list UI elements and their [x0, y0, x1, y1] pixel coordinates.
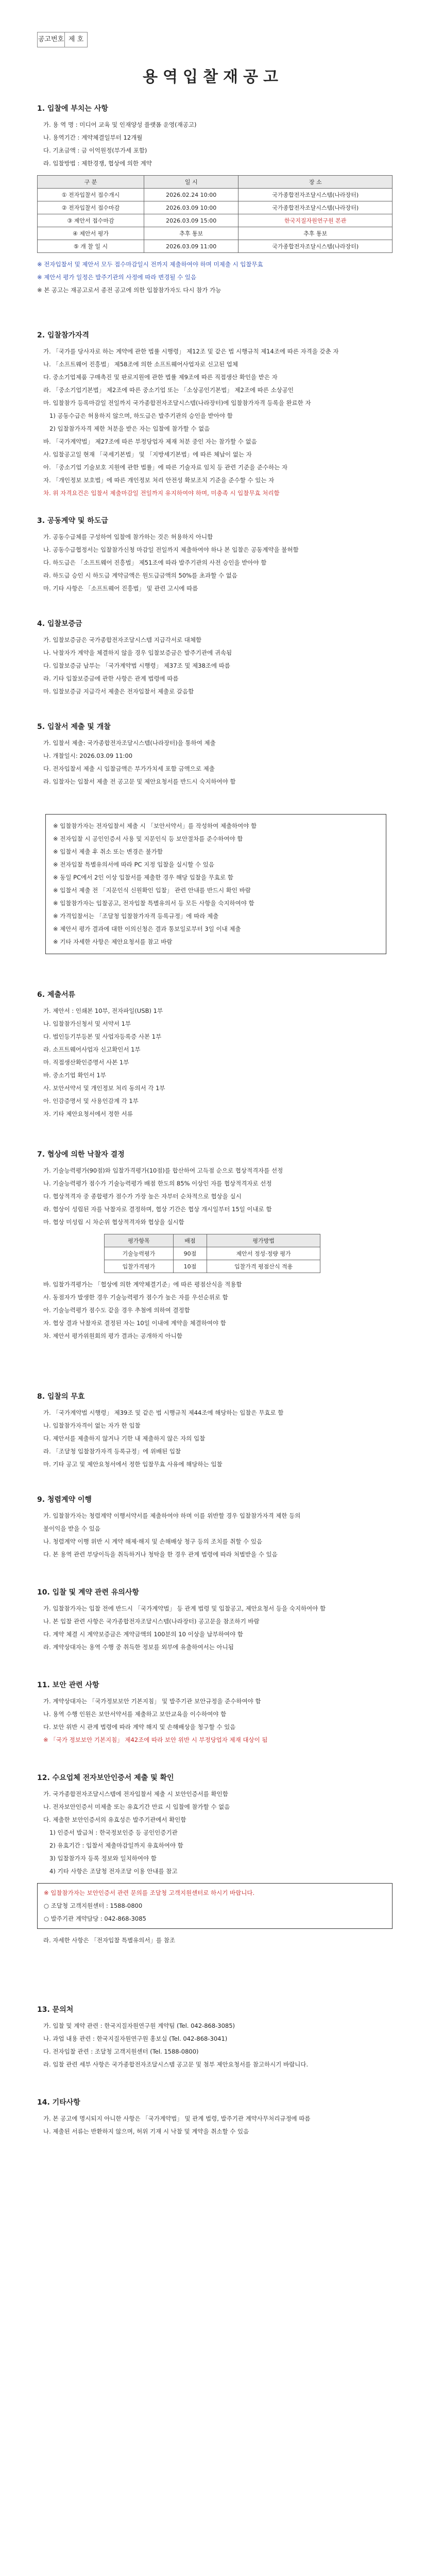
- text-line: 다. 입찰보증금 납부는 「국가계약법 시행령」 제37조 및 제38조에 따름: [43, 662, 230, 669]
- notice-line: ※ 입찰서 제출 후 취소 또는 변경은 불가함: [53, 848, 163, 855]
- text-line: 다. 본 용역 관련 부당이득을 취득하거나 청탁을 한 경우 관계 법령에 따라 처벌받을 수 있음: [43, 1551, 278, 1558]
- note-line: ※ 본 공고는 재공고로서 종전 공고에 의한 입찰참가자도 다시 참가 가능: [37, 286, 221, 294]
- text-line: 다. 보안 위반 시 관계 법령에 따라 계약 해지 및 손해배상을 청구할 수 있음: [43, 1723, 236, 1731]
- text-line: 나. 본 입찰 관련 사항은 국가종합전자조달시스템(나라장터) 공고문을 참조하기 바람: [43, 1618, 260, 1625]
- text-line: 가. 입찰서 제출: 국가종합전자조달시스템(나라장터)을 통하여 제출: [43, 739, 216, 747]
- table-row: [38, 189, 393, 201]
- text-line: 다. 협상적격자 중 종합평가 점수가 가장 높은 자부터 순차적으로 협상을 실시: [43, 1193, 242, 1200]
- text-line: 나. 입찰참가신청서 및 서약서 1부: [43, 1020, 131, 1027]
- section-heading: 12. 수요업체 전자보안인증서 제출 및 확인: [37, 1774, 174, 1782]
- text-line: 나. 제출된 서류는 반환하지 않으며, 허위 기재 시 낙찰 및 계약을 취소할 수 있음: [43, 2128, 249, 2135]
- section-integrity: [37, 1494, 393, 1561]
- text-line: 마. 기타 공고 및 제안요청서에서 정한 입찰무효 사유에 해당하는 입찰: [43, 1461, 223, 1468]
- table-cell: 국가종합전자조달시스템(나라장터): [238, 189, 393, 201]
- section-heading: 2. 입찰참가자격: [37, 331, 90, 340]
- text-line: 다. 계약 체결 시 계약보증금은 계약금액의 100분의 10 이상을 납부하여야 함: [43, 1631, 243, 1638]
- notice-line: ※ 입찰참가자는 보안인증서 관련 문의를 조달청 고객지원센터로 하시기 바랍니다.: [44, 1889, 255, 1896]
- text-line: 1) 공동수급은 허용하지 않으며, 하도급은 발주기관의 승인을 받아야 함: [49, 412, 233, 419]
- text-line: 가. 본 공고에 명시되지 아니한 사항은 「국가계약법」 및 관계 법령, 발주기관 계약사무처리규정에 따름: [43, 2115, 311, 2122]
- section-heading: 6. 제출서류: [37, 991, 76, 999]
- text-line: 나. 기술능력평가 점수가 기술능력평가 배점 한도의 85% 이상인 자를 협상적격자로 선정: [43, 1180, 272, 1187]
- text-line: 라. 계약상대자는 용역 수행 중 취득한 정보를 외부에 유출하여서는 아니됨: [43, 1643, 234, 1651]
- table-cell: 2026.03.09 15:00: [144, 214, 238, 227]
- notice-line: ○ 발주기관 계약담당 : 042-868-3085: [44, 1915, 146, 1922]
- table-cell: 국가종합전자조달시스템(나라장터): [238, 240, 393, 253]
- text-line: 차. 제안서 평가위원회의 평가 결과는 공개하지 아니함: [43, 1332, 182, 1340]
- text-line: 마. 입찰참가 등록마감일 전일까지 국가종합전자조달시스템(나라장터)에 입찰참가자격 등록을 완료한 자: [43, 399, 311, 406]
- text-line: 라. 하도급 승인 시 하도급 계약금액은 원도급금액의 50%를 초과할 수 없음: [43, 572, 237, 579]
- text-line: 차. 위 자격요건은 입찰서 제출마감일 전일까지 유지하여야 하며, 미충족 시 입찰무효 처리함: [43, 489, 280, 497]
- table-header: 구 분: [38, 176, 144, 189]
- table-cell: 2026.03.09 10:00: [144, 201, 238, 214]
- text-line: 아. 「중소기업 기술보호 지원에 관한 법률」에 따른 기술자료 임치 등 관련 기준을 준수하는 자: [43, 464, 288, 471]
- text-line: 4) 기타 사항은 조달청 전자조달 이용 안내를 참고: [49, 1868, 178, 1875]
- text-line: 라. 「조달청 입찰참가자격 등록규정」에 위배된 입찰: [43, 1448, 181, 1455]
- table-cell: 한국지질자원연구원 본관: [238, 214, 393, 227]
- text-line: 가. 입찰보증금은 국가종합전자조달시스템 지급각서로 대체함: [43, 636, 202, 643]
- badge-number: 제 호: [68, 36, 84, 43]
- table-cell: ④ 제안서 평가: [38, 227, 144, 240]
- table-row: [38, 201, 393, 214]
- announcement-number-badge: [37, 32, 88, 47]
- text-line: 1) 인증서 발급처 : 한국정보인증 등 공인인증기관: [49, 1829, 178, 1836]
- notice-line: ※ 입찰서 제출 전 「지문인식 신원확인 입찰」 관련 안내를 반드시 확인 바람: [53, 887, 251, 894]
- text-line: 나. 과업 내용 관련 : 한국지질자원연구원 홍보실 (Tel. 042-868-3041): [43, 2035, 228, 2042]
- table-header: 일 시: [144, 176, 238, 189]
- section-heading: 1. 입찰에 부치는 사항: [37, 105, 108, 113]
- section-overview: [37, 103, 393, 297]
- table-row: [38, 240, 393, 253]
- section-heading: 11. 보안 관련 사항: [37, 1681, 99, 1689]
- text-line: 가. 용 역 명 : 미디어 교육 및 인재양성 플랫폼 운영(재공고): [43, 121, 197, 128]
- section-submission: [37, 721, 393, 788]
- table-cell: 기술능력평가: [105, 1247, 174, 1260]
- text-line: 다. 하도급은 「소프트웨어 진흥법」 제51조에 따라 발주기관의 사전 승인을 받아야 함: [43, 559, 267, 566]
- section-heading: 14. 기타사항: [37, 2098, 80, 2107]
- text-line: 가. 「국가를 당사자로 하는 계약에 관한 법률 시행령」 제12조 및 같은 법 시행규칙 제14조에 따른 자격을 갖춘 자: [43, 348, 339, 355]
- table-cell: 입찰가격 평점산식 적용: [207, 1260, 320, 1273]
- table-cell: 90점: [173, 1247, 207, 1260]
- table-header: 장 소: [238, 176, 393, 189]
- text-line: 사. 동점자가 발생한 경우 기술능력평가 점수가 높은 자를 우선순위로 함: [43, 1294, 228, 1301]
- notice-line: ※ 제안서 평가 결과에 대한 이의신청은 결과 통보일로부터 3일 이내 제출: [53, 925, 241, 933]
- page-title: 용역입찰재공고: [143, 68, 283, 86]
- text-line: 아. 인감증명서 및 사용인감계 각 1부: [43, 1097, 139, 1105]
- text-line: 나. 개찰일시: 2026.03.09 11:00: [43, 752, 133, 759]
- notice-box: [45, 814, 386, 954]
- section-heading: 5. 입찰서 제출 및 개찰: [37, 723, 111, 731]
- text-line: 사. 입찰공고일 현재 「국세기본법」 및 「지방세기본법」에 따른 체납이 없는 자: [43, 451, 252, 458]
- text-line: 나. 청렴계약 이행 위반 시 계약 해제·해지 및 손해배상 청구 등의 조치를 취할 수 있음: [43, 1538, 263, 1545]
- text-line: 다. 전자입찰서 제출 시 입찰금액은 부가가치세 포함 금액으로 제출: [43, 765, 215, 772]
- text-line: 다. 제출한 보안인증서의 유효성은 발주기관에서 확인함: [43, 1816, 186, 1823]
- section-invalid-bid: [37, 1391, 393, 1471]
- table-row: [105, 1247, 320, 1260]
- section-heading: 9. 청렴계약 이행: [37, 1496, 92, 1504]
- table-header: 평가항목: [105, 1234, 174, 1247]
- text-line: 가. 「국가계약법 시행령」 제39조 및 같은 법 시행규칙 제44조에 해당하는 입찰은 무효로 함: [43, 1409, 284, 1416]
- section-qualification: [37, 330, 393, 500]
- text-line: 나. 입찰참가자격이 없는 자가 한 입찰: [43, 1422, 141, 1429]
- text-line: 라. 자세한 사항은 「전자입찰 특별유의서」를 참조: [43, 1937, 176, 1944]
- warning-line: ※ 「국가 정보보안 기본지침」 제42조에 따라 보안 위반 시 부정당업자 제재 대상이 됨: [43, 1736, 268, 1743]
- text-line: 나. 전자보안인증서 미제출 또는 유효기간 만료 시 입찰에 참가할 수 없음: [43, 1803, 230, 1810]
- table-row: [38, 227, 393, 240]
- notice-line: ○ 조달청 고객지원센터 : 1588-0800: [44, 1902, 143, 1909]
- text-line: 바. 「국가계약법」 제27조에 따른 부정당업자 제재 처분 중인 자는 참가할 수 없음: [43, 438, 257, 445]
- text-line: 2) 입찰참가자격 제한 처분을 받은 자는 입찰에 참가할 수 없음: [49, 425, 210, 432]
- table-row: [105, 1260, 320, 1273]
- section-heading: 10. 입찰 및 계약 관련 유의사항: [37, 1588, 139, 1597]
- section-heading: 7. 협상에 의한 낙찰자 결정: [37, 1150, 125, 1159]
- text-line: 라. 입찰자는 입찰서 제출 전 공고문 및 제안요청서를 반드시 숙지하여야 함: [43, 778, 236, 785]
- table-cell: 입찰가격평가: [105, 1260, 174, 1273]
- text-line: 사. 보안서약서 및 개인정보 처리 동의서 각 1부: [43, 1084, 165, 1092]
- badge-label: 공고번호: [38, 32, 65, 47]
- note-line: ※ 제안서 평가 일정은 발주기관의 사정에 따라 변경될 수 있음: [37, 274, 197, 281]
- evaluation-table: [104, 1234, 320, 1273]
- text-line: 나. 「소프트웨어 진흥법」 제58조에 의한 소프트웨어사업자로 신고된 업체: [43, 361, 238, 368]
- table-cell: ③ 제안서 접수마감: [38, 214, 144, 227]
- text-line: 3) 입찰참가자 등록 정보와 일치하여야 함: [49, 1855, 157, 1862]
- text-line: 불이익을 받을 수 있음: [43, 1525, 100, 1532]
- note-line: ※ 전자입찰서 및 제안서 모두 접수마감일시 전까지 제출하여야 하며 미제출 시 입찰무효: [37, 261, 263, 268]
- text-line: 나. 낙찰자가 계약을 체결하지 않을 경우 입찰보증금은 발주기관에 귀속됨: [43, 649, 232, 656]
- text-line: 바. 입찰가격평가는 「협상에 의한 계약체결기준」에 따른 평점산식을 적용함: [43, 1281, 242, 1288]
- schedule-table: [37, 175, 393, 253]
- table-cell: ① 전자입찰서 접수개시: [38, 189, 144, 201]
- section-certificate: [37, 1772, 393, 1947]
- text-line: 다. 법인등기부등본 및 사업자등록증 사본 1부: [43, 1033, 162, 1040]
- text-line: 2) 유효기간 : 입찰서 제출마감일까지 유효하여야 함: [49, 1842, 183, 1849]
- text-line: 다. 전자입찰 관련 : 조달청 고객지원센터 (Tel. 1588-0800): [43, 2048, 199, 2055]
- text-line: 나. 공동수급협정서는 입찰참가신청 마감일 전일까지 제출하여야 하나 본 입찰은 공동계약을 불허함: [43, 546, 299, 553]
- table-cell: 2026.02.24 10:00: [144, 189, 238, 201]
- notice-line: ※ 전자입찰 시 공인인증서 사용 및 지문인식 등 보안절차를 준수하여야 함: [53, 835, 243, 842]
- text-line: 마. 기타 사항은 「소프트웨어 진흥법」 및 관련 고시에 따름: [43, 585, 198, 592]
- table-cell: 10점: [173, 1260, 207, 1273]
- text-line: 가. 입찰참가자는 입찰 전에 반드시 「국가계약법」 등 관계 법령 및 입찰공고, 제안요청서 등을 숙지하여야 함: [43, 1605, 326, 1612]
- text-line: 자. 기타 제안요청서에서 정한 서류: [43, 1110, 133, 1117]
- section-notes: [37, 1587, 393, 1654]
- table-header: 평가방법: [207, 1234, 320, 1247]
- section-heading: 13. 문의처: [37, 2006, 74, 2014]
- text-line: 가. 국가종합전자조달시스템에 전자입찰서 제출 시 보안인증서를 확인함: [43, 1790, 228, 1798]
- text-line: 라. 「중소기업기본법」 제2조에 따른 중소기업 또는 「소상공인기본법」 제2조에 따른 소상공인: [43, 386, 294, 394]
- notice-line: ※ 가격입찰서는 「조달청 입찰참가자격 등록규정」에 따라 제출: [53, 912, 219, 920]
- section-documents: [37, 989, 393, 1121]
- table-cell: ⑤ 개 찰 일 시: [38, 240, 144, 253]
- text-line: 가. 입찰참가자는 청렴계약 이행서약서를 제출하여야 하며 이를 위반할 경우 입찰참가자격 제한 등의: [43, 1512, 301, 1519]
- section-misc: [37, 2097, 393, 2138]
- notice-line: ※ 기타 자세한 사항은 제안요청서를 참고 바람: [53, 938, 173, 945]
- table-cell: 국가종합전자조달시스템(나라장터): [238, 201, 393, 214]
- notice-line: ※ 동일 PC에서 2인 이상 입찰서를 제출한 경우 해당 입찰을 무효로 함: [53, 874, 233, 881]
- text-line: 다. 중소기업제품 구매촉진 및 판로지원에 관한 법률 제9조에 따른 직접생산 확인을 받은 자: [43, 374, 278, 381]
- text-line: 라. 입찰 관련 세부 사항은 국가종합전자조달시스템 공고문 및 첨부 제안요청서를 참고하시기 바랍니다.: [43, 2061, 309, 2068]
- text-line: 라. 입찰방법 : 제한경쟁, 협상에 의한 계약: [43, 160, 152, 167]
- notice-line: ※ 전자입찰 특별유의서에 따라 PC 지정 입찰을 실시할 수 있음: [53, 861, 215, 868]
- text-line: 바. 중소기업 확인서 1부: [43, 1072, 106, 1079]
- notice-line: ※ 입찰참가자는 전자입찰서 제출 시 「보안서약서」를 작성하여 제출하여야 함: [53, 822, 257, 829]
- text-line: 마. 협상 미성립 시 차순위 협상적격자와 협상을 실시함: [43, 1218, 184, 1226]
- section-award: [37, 1149, 393, 1343]
- table-cell: 제안서 정성·정량 평가: [207, 1247, 320, 1260]
- text-line: 가. 기술능력평가(90점)와 입찰가격평가(10점)를 합산하여 고득점 순으로 협상적격자를 선정: [43, 1167, 283, 1174]
- text-line: 다. 기초금액 : 금 이억원정(부가세 포함): [43, 147, 147, 154]
- table-row: [38, 214, 393, 227]
- text-line: 마. 입찰보증금 지급각서 제출은 전자입찰서 제출로 갈음함: [43, 688, 194, 695]
- notice-line: ※ 입찰참가자는 입찰공고, 전자입찰 특별유의서 등 모든 사항을 숙지하여야 함: [53, 900, 254, 907]
- section-heading: 3. 공동계약 및 하도급: [37, 517, 108, 525]
- section-heading: 4. 입찰보증금: [37, 620, 82, 628]
- table-cell: 추후 통보: [144, 227, 238, 240]
- table-cell: 2026.03.09 11:00: [144, 240, 238, 253]
- text-line: 나. 용역기간 : 계약체결일부터 12개월: [43, 134, 143, 141]
- table-header: 배점: [173, 1234, 207, 1247]
- section-contact: [37, 2004, 393, 2071]
- section-bid-bond: [37, 618, 393, 698]
- text-line: 라. 소프트웨어사업자 신고확인서 1부: [43, 1046, 141, 1053]
- text-line: 자. 「개인정보 보호법」에 따른 개인정보 처리 안전성 확보조치 기준을 준수할 수 있는 자: [43, 477, 275, 484]
- text-line: 가. 공동수급체를 구성하여 입찰에 참가하는 것은 허용하지 아니함: [43, 533, 213, 540]
- certificate-notice-box: [37, 1883, 393, 1929]
- section-joint-contract: [37, 515, 393, 595]
- text-line: 나. 용역 수행 인원은 보안서약서를 제출하고 보안교육을 이수하여야 함: [43, 1710, 227, 1718]
- text-line: 가. 계약상대자는 「국가정보보안 기본지침」 및 발주기관 보안규정을 준수하여야 함: [43, 1698, 261, 1705]
- section-security: [37, 1680, 393, 1747]
- table-cell: ② 전자입찰서 접수마감: [38, 201, 144, 214]
- section-heading: 8. 입찰의 무효: [37, 1393, 85, 1401]
- text-line: 마. 직접생산확인증명서 사본 1부: [43, 1059, 129, 1066]
- text-line: 아. 기술능력평가 점수도 같을 경우 추첨에 의하여 결정함: [43, 1307, 190, 1314]
- table-cell: 추후 통보: [238, 227, 393, 240]
- text-line: 가. 입찰 및 계약 관련 : 한국지질자원연구원 계약팀 (Tel. 042-868-3085): [43, 2022, 235, 2029]
- text-line: 라. 협상이 성립된 자를 낙찰자로 결정하며, 협상 기간은 협상 개시일부터 15일 이내로 함: [43, 1206, 272, 1213]
- text-line: 라. 기타 입찰보증금에 관한 사항은 관계 법령에 따름: [43, 675, 179, 682]
- text-line: 가. 제안서 : 인쇄본 10부, 전자파일(USB) 1부: [43, 1007, 163, 1014]
- text-line: 다. 제안서를 제출하지 않거나 기한 내 제출하지 않은 자의 입찰: [43, 1435, 206, 1442]
- text-line: 자. 협상 결과 낙찰자로 결정된 자는 10일 이내에 계약을 체결하여야 함: [43, 1319, 226, 1327]
